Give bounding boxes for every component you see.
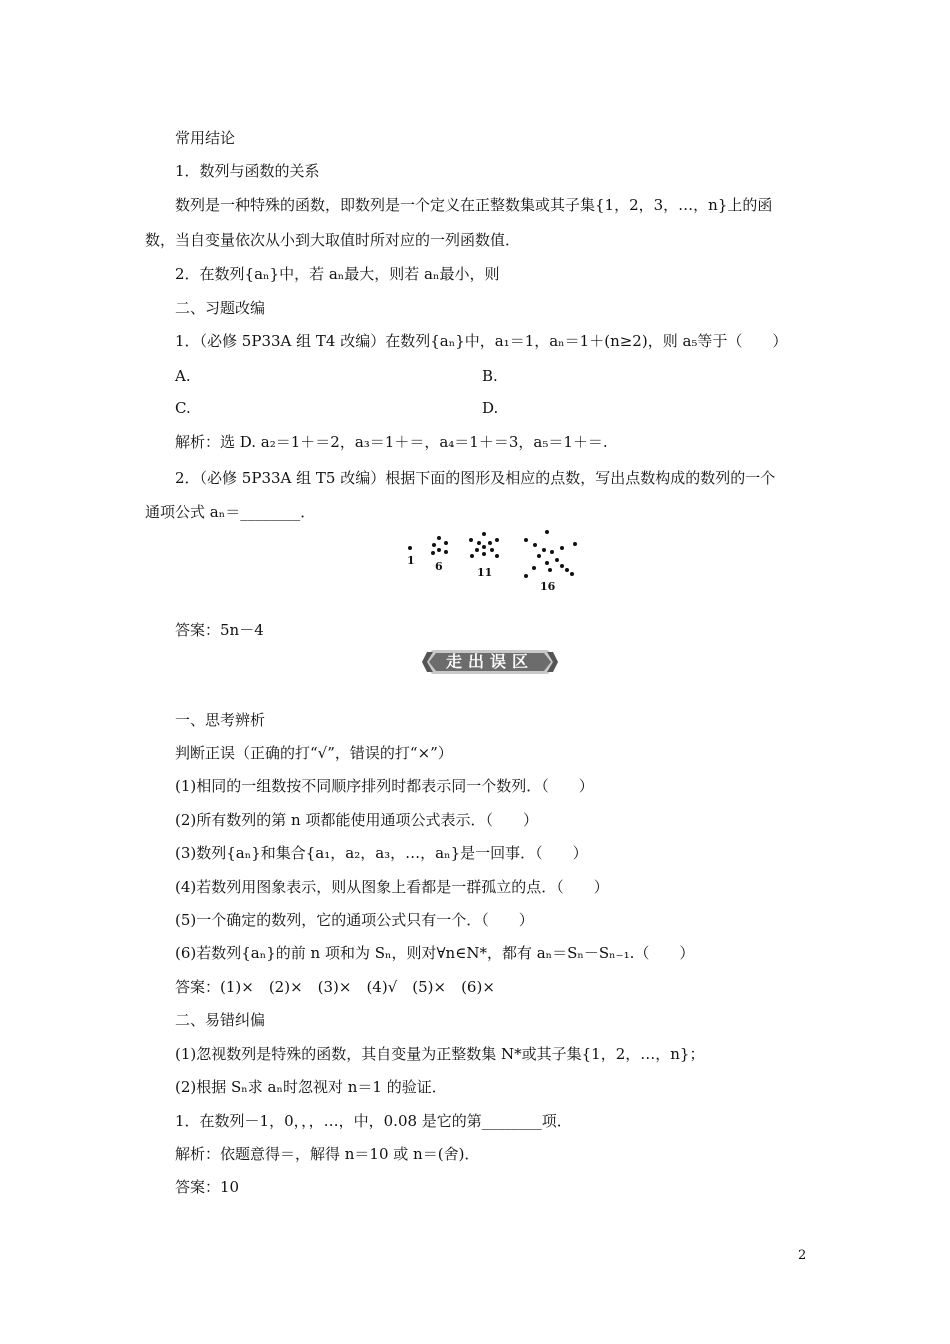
judgement-answers: 答案：(1)× (2)× (3)× (4)√ (5)× (6)×: [175, 978, 495, 996]
question-1: 1．（必修 5P33A 组 T4 改编）在数列{aₙ}中，a₁＝1，aₙ＝1＋(n≥2)，则 a₅等于（ ）: [175, 332, 788, 350]
option-d: D.: [482, 399, 499, 417]
pitfall-item: (2)根据 Sₙ求 aₙ时忽视对 n＝1 的验证．: [175, 1078, 447, 1096]
section-heading: 一、思考辨析: [175, 711, 266, 729]
instruction: 判断正误（正确的打“√”，错误的打“×”）: [175, 744, 453, 762]
item-sequence-function: 1．数列与函数的关系: [175, 162, 320, 180]
paragraph-line: 数列是一种特殊的函数，即数列是一个定义在正整数集或其子集{1，2，3，…，n}上的函: [175, 196, 773, 214]
judgement-item: (3)数列{aₙ}和集合{a₁，a₂，a₃，…，aₙ}是一回事．（ ）: [175, 844, 588, 862]
section-heading: 二、易错纠偏: [175, 1011, 266, 1029]
option-b: B.: [482, 367, 498, 385]
judgement-item: (4)若数列用图象表示，则从图象上看都是一群孤立的点．（ ）: [175, 878, 609, 896]
question-2: 2．（必修 5P33A 组 T5 改编）根据下面的图形及相应的点数，写出点数构成的数列的一个: [175, 469, 776, 487]
item-max-min: 2．在数列{aₙ}中，若 aₙ最大，则若 aₙ最小，则: [175, 265, 500, 283]
section-heading: 二、习题改编: [175, 299, 266, 317]
judgement-item: (5)一个确定的数列，它的通项公式只有一个．（ ）: [175, 911, 534, 929]
banner-title: 走出误区: [445, 652, 534, 671]
option-a: A.: [175, 367, 191, 385]
section-banner: [422, 648, 558, 676]
judgement-item: (2)所有数列的第 n 项都能使用通项公式表示．（ ）: [175, 811, 538, 829]
solution-1: 解析：选 D. a₂＝1＋＝2，a₃＝1＋＝，a₄＝1＋＝3，a₅＝1＋＝.: [175, 433, 608, 451]
question-2-blank: 通项公式 aₙ＝________．: [145, 503, 316, 521]
dot-pattern-figure: [400, 528, 590, 598]
figure-label: 16: [540, 580, 556, 593]
figure-label: 6: [435, 560, 443, 573]
judgement-item: (1)相同的一组数按不同顺序排列时都表示同一个数列．（ ）: [175, 777, 594, 795]
figure-label: 1: [407, 554, 415, 567]
paragraph-line: 数，当自变量依次从小到大取值时所对应的一列函数值．: [145, 231, 521, 249]
answer-2: 答案：5n－4: [175, 621, 264, 639]
answer-pitfall: 答案：10: [175, 1178, 240, 1196]
question-1-pitfall: 1．在数列－1，0，，，…，中，0.08 是它的第________项．: [175, 1112, 572, 1130]
option-c: C.: [175, 399, 191, 417]
pitfall-item: (1)忽视数列是特殊的函数，其自变量为正整数集 N*或其子集{1，2，…，n}；: [175, 1045, 705, 1063]
judgement-item: (6)若数列{aₙ}的前 n 项和为 Sₙ，则对∀n∈N*，都有 aₙ＝Sₙ－Sₙ₋₁.（ ）: [175, 944, 695, 962]
page-number: 2: [798, 1248, 807, 1263]
heading-common-conclusions: 常用结论: [175, 129, 236, 147]
figure-label: 11: [477, 566, 493, 579]
solution-pitfall: 解析：依题意得＝，解得 n＝10 或 n＝(舍)．: [175, 1145, 480, 1163]
